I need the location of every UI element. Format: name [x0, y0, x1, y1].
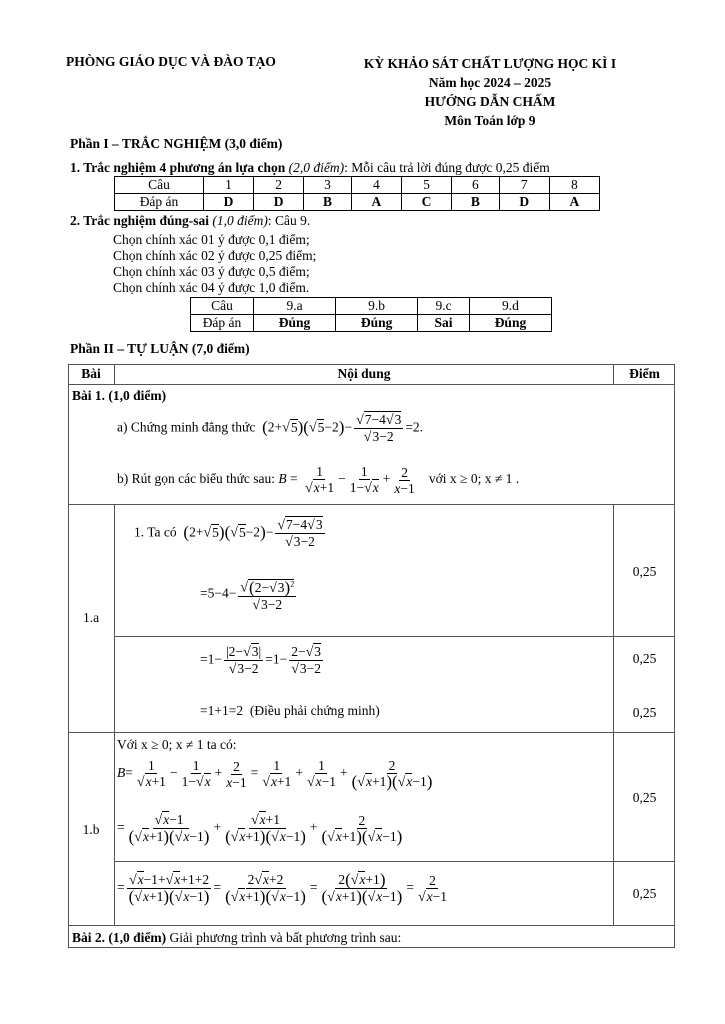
score-1b-2: 0,25 — [632, 886, 657, 901]
sol-1b-step2: = $\frac{√x-1}{(√x+1)(√x-1)}$ + $\frac{√x+1}{(√x+1)(√x-1)}$ + $\frac{2}{(√x+1)(√x-1)}$ — [117, 812, 403, 846]
q2-answer: Đúng — [469, 315, 551, 332]
q2-rule: : Câu 9. — [267, 213, 311, 228]
q2-scoring-line: Chọn chính xác 01 ý được 0,1 điểm; — [113, 232, 310, 247]
bai1-b-statement: b) Rút gọn các biểu thức sau: B = $\frac{1}{√x+1}$ − $\frac{1}{1-√x}$ + $\frac{2}{x-1}$ với x ≥ 0; x ≠ 1 . — [117, 464, 520, 496]
q1-points: (2,0 điểm) — [288, 160, 345, 175]
bai1-title: Bài 1. (1,0 điểm) — [72, 388, 167, 403]
q2-row-label: Đáp án — [191, 315, 254, 332]
q1-answer: A — [549, 194, 599, 211]
q2-answer: Sai — [418, 315, 470, 332]
q2-scoring-line: Chọn chính xác 04 ý được 1,0 điểm. — [113, 280, 310, 295]
q1-answer-row — [115, 194, 600, 211]
bai1-a-prefix: a) Chứng minh đẳng thức — [117, 419, 256, 435]
row-label-1a: 1.a — [82, 610, 100, 625]
q1-answer: D — [204, 194, 254, 211]
bai1-b-condition: với x ≥ 0; x ≠ 1 . — [428, 471, 520, 487]
score-1b-1: 0,25 — [632, 790, 657, 805]
exam-header — [345, 54, 635, 130]
sol-1a-step4: =1+1=2 (Điều phải chứng minh) — [200, 703, 380, 718]
q2-scoring-line: Chọn chính xác 03 ý được 0,5 điểm; — [113, 264, 310, 279]
q2-scoring-line: Chọn chính xác 02 ý được 0,25 điểm; — [113, 248, 317, 263]
q2-answer: Đúng — [254, 315, 336, 332]
q2-label: 2. Trắc nghiệm đúng-sai — [70, 213, 210, 228]
doc-type: HƯỚNG DẪN CHẤM — [424, 94, 556, 109]
q1-row-label: Câu — [115, 177, 204, 194]
q1-row-label: Đáp án — [115, 194, 204, 211]
bai1-b-prefix: b) Rút gọn các biểu thức sau: — [117, 471, 276, 487]
col-header-noi-dung: Nội dung — [337, 366, 391, 381]
exam-title: KỲ KHẢO SÁT CHẤT LƯỢNG HỌC KÌ I — [363, 56, 617, 71]
q1-heading — [70, 160, 550, 176]
q1-question: 4 — [351, 177, 401, 194]
col-header-bai: Bài — [81, 366, 101, 381]
sol-1b-step3: = $\frac{√x-1+√x+1+2}{(√x+1)(√x-1)}$ = $\frac{2√x+2}{(√x+1)(√x-1)}$ = $\frac{2(√x+1)}{(√x+1)(√x-1)}$ = $\frac{2}{√x-1}$ — [117, 870, 447, 906]
q2-question-row — [191, 298, 552, 315]
q2-question: 9.c — [418, 298, 470, 315]
q1-answer: D — [254, 194, 304, 211]
sol-1a-step1: 1. Ta có (2+√5)(√5−2)− $\frac{√7-4√3}{√3-2}$ — [134, 517, 323, 550]
part1-title: Phần I – TRẮC NGHIỆM (3,0 điểm) — [70, 136, 283, 151]
q2-question: 9.d — [469, 298, 551, 315]
bai2-title: Bài 2. (1,0 điểm) — [72, 930, 167, 945]
q1-label: 1. Trắc nghiệm 4 phương án lựa chọn — [70, 160, 286, 175]
q2-answer: Đúng — [336, 315, 418, 332]
sol-1a-step3: =1− $\frac{|2-√3|}{√3-2}$ =1− $\frac{2-√3}{√3-2}$ — [200, 644, 321, 677]
col-header-diem: Điểm — [629, 366, 660, 381]
q1-rule: : Mỗi câu trả lời đúng được 0,25 điểm — [344, 160, 550, 175]
sol-1b-step1: B= $\frac{1}{√x+1}$ − $\frac{1}{1-√x}$ + $\frac{2}{x-1}$ = $\frac{1}{√x+1}$ + $\frac{1}{√x-1}$ + $\frac{2}{(√x+1)(√x-1)}$ — [117, 758, 433, 791]
q1-answer: A — [351, 194, 401, 211]
sol-1b-start: Với x ≥ 0; x ≠ 1 ta có: — [117, 737, 237, 752]
q2-heading — [70, 213, 310, 229]
q2-answer-table — [190, 297, 552, 332]
q1-answer-table — [114, 176, 600, 211]
score-1a-2: 0,25 — [632, 651, 657, 666]
q1-question: 6 — [452, 177, 500, 194]
department-name: PHÒNG GIÁO DỤC VÀ ĐÀO TẠO — [66, 54, 276, 69]
q2-row-label: Câu — [191, 298, 254, 315]
subject: Môn Toán lớp 9 — [444, 113, 536, 128]
q2-question: 9.a — [254, 298, 336, 315]
bai2-text: Giải phương trình và bất phương trình sau: — [166, 930, 402, 945]
q1-question: 8 — [549, 177, 599, 194]
q1-answer: B — [452, 194, 500, 211]
sol-1a-start: 1. Ta có — [134, 524, 177, 540]
q1-answer: D — [499, 194, 549, 211]
score-1a-1: 0,25 — [632, 564, 657, 579]
part2-title: Phần II – TỰ LUẬN (7,0 điểm) — [70, 341, 250, 356]
q1-question: 3 — [304, 177, 352, 194]
score-1a-3: 0,25 — [632, 705, 657, 720]
q2-points: (1,0 điểm) — [212, 213, 268, 228]
school-year: Năm học 2024 – 2025 — [428, 75, 552, 90]
q1-question: 7 — [499, 177, 549, 194]
q1-question: 1 — [204, 177, 254, 194]
bai1-a-statement: a) Chứng minh đẳng thức (2+√5)(√5−2)− $\frac{√7-4√3}{√3-2}$ =2. — [117, 412, 424, 445]
q1-answer: B — [304, 194, 352, 211]
sol-1a-conclusion: (Điều phải chứng minh) — [249, 703, 380, 718]
q2-question: 9.b — [336, 298, 418, 315]
sol-1a-step2: =5−4− $\frac{√(2-√3)^2}{√3-2}$ — [200, 577, 295, 613]
q2-answer-row — [191, 315, 552, 332]
q1-question-row — [115, 177, 600, 194]
q1-question: 5 — [401, 177, 451, 194]
q1-question: 2 — [254, 177, 304, 194]
q1-answer: C — [401, 194, 451, 211]
row-label-1b: 1.b — [82, 822, 100, 837]
bai2-heading — [72, 930, 401, 946]
